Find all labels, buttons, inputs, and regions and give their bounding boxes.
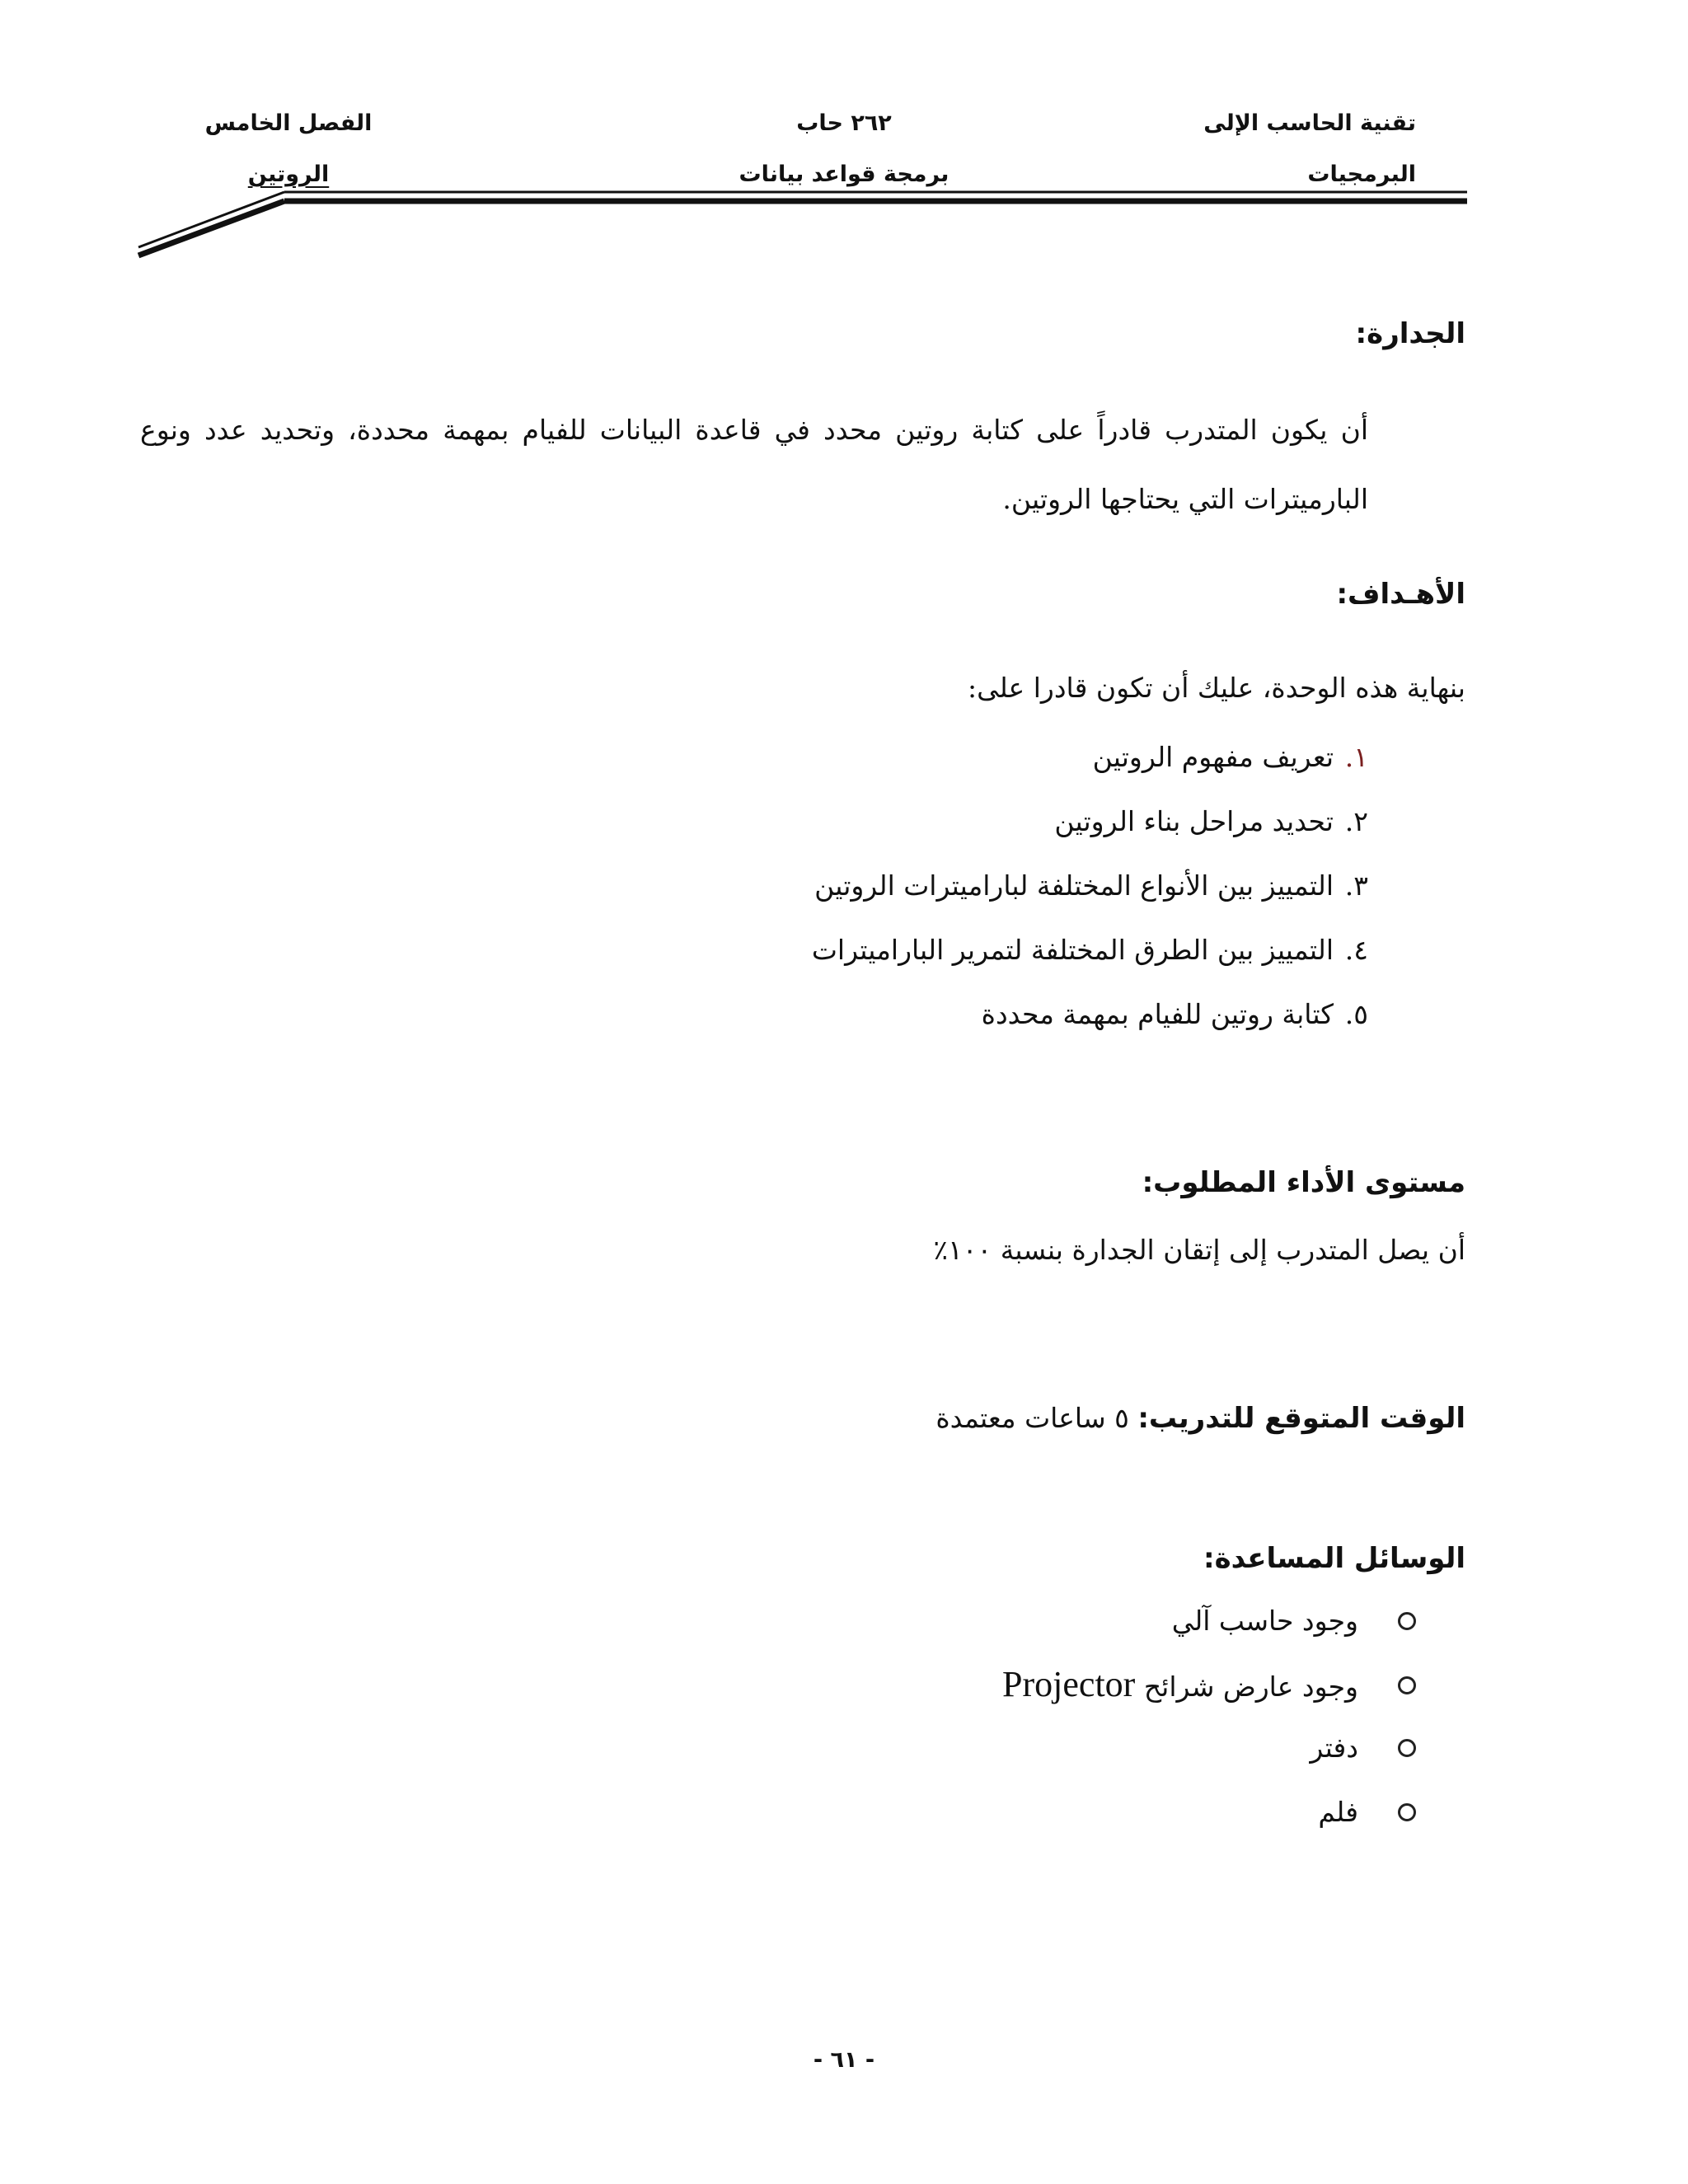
time-line <box>935 1402 1465 1435</box>
objective-number: ١. <box>1344 741 1368 773</box>
objective-number: ٤. <box>1344 934 1368 966</box>
aid-item <box>1002 1666 1358 1703</box>
header-chapter: الفصل الخامس <box>204 110 373 136</box>
header-course-title: برمجة قواعد بيانات <box>738 162 950 187</box>
objectives-heading: الأهـداف: <box>1336 578 1465 611</box>
header-specialty: البرمجيات <box>1307 162 1416 187</box>
bullet-circle-icon <box>1398 1676 1416 1694</box>
page-number: - ٦١ - <box>813 2047 875 2073</box>
aid-item: فلم <box>1318 1796 1358 1828</box>
objective-item: تعريف مفهوم الروتين <box>1092 741 1334 773</box>
aid-item: وجود حاسب آلي <box>1171 1605 1358 1637</box>
header-course-track: تقنية الحاسب الإلى <box>1203 110 1416 136</box>
aid-item-latin: Projector <box>1002 1664 1136 1704</box>
objective-item: التمييز بين الأنواع المختلفة لباراميترات الروتين <box>814 869 1334 902</box>
header-rule <box>0 0 1688 264</box>
time-value: ٥ ساعات معتمدة <box>935 1402 1129 1434</box>
performance-text: أن يصل المتدرب إلى إتقان الجدارة بنسبة ١٠٠٪ <box>933 1234 1465 1266</box>
time-heading: الوقت المتوقع للتدريب: <box>1137 1402 1465 1435</box>
competency-heading: الجدارة: <box>1355 317 1465 350</box>
aid-item-text: وجود عارض شرائح <box>1143 1671 1358 1703</box>
bullet-circle-icon <box>1398 1612 1416 1630</box>
header-chapter-title-text: الروتين <box>247 162 330 187</box>
header-rule-slant-bottom <box>138 201 284 255</box>
bullet-circle-icon <box>1398 1803 1416 1821</box>
objective-number: ٥. <box>1344 998 1368 1030</box>
objective-item: تحديد مراحل بناء الروتين <box>1054 805 1334 837</box>
objective-number: ٢. <box>1344 805 1368 837</box>
objective-item: كتابة روتين للفيام بمهمة محددة <box>981 998 1334 1030</box>
aids-heading: الوسائل المساعدة: <box>1203 1542 1465 1575</box>
header-rule-slant-top <box>138 192 284 247</box>
aid-item: دفتر <box>1310 1732 1358 1764</box>
header-course-code: ٢٦٢ حاب <box>796 110 892 136</box>
performance-heading: مستوى الأداء المطلوب: <box>1142 1166 1465 1199</box>
competency-text: أن يكون المتدرب قادراً على كتابة روتين محدد في قاعدة البيانات للفيام بمهمة محددة، وتحديد عدد ونوع البارميترات التي يحتاجها الروتين. <box>140 414 1368 515</box>
objective-item: التمييز بين الطرق المختلفة لتمرير الباراميترات <box>811 934 1334 966</box>
bullet-circle-icon <box>1398 1739 1416 1757</box>
objective-number: ٣. <box>1344 869 1368 902</box>
objectives-intro: بنهاية هذه الوحدة، عليك أن تكون قادرا على: <box>967 672 1465 704</box>
